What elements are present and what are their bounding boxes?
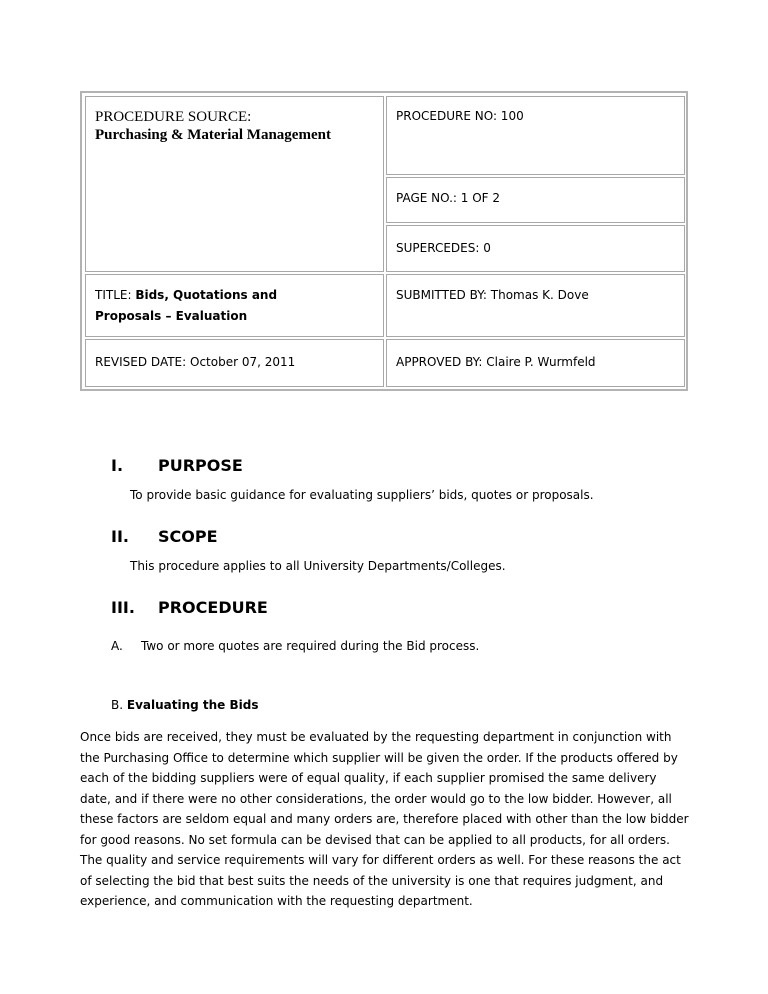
scope-text: This procedure applies to all University Departments/Colleges.	[130, 559, 506, 573]
approved-by-cell	[386, 339, 685, 387]
item-b-text: Once bids are received, they must be evaluated by the requesting department in conjunction with the Purchasing Office to determine which supplier will be given the order. If the products offered by each of the bidding suppliers were of equal quality, if each supplier promised the same delivery date, and if there were no other considerations, the order would go to the low bidder. However, all these factors are seldom equal and many orders are, therefore placed with other than the low bidder for good reasons. No set formula can be devised that can be applied to all products, for all orders. The quality and service requirements will vary for different orders as well. For these reasons the act of selecting the bid that best suits the needs of the university is one that requires judgment, and experience, and communication with the requesting department.	[80, 730, 689, 908]
page-number: PAGE NO.: 1 OF 2	[396, 191, 501, 205]
supercedes-cell	[386, 225, 685, 272]
procedure-number-cell	[386, 96, 685, 175]
procedure-header-table	[80, 91, 688, 391]
procedure-source-value: Purchasing & Material Management	[95, 127, 331, 143]
revised-date: REVISED DATE: October 07, 2011	[95, 355, 296, 369]
section-title: SCOPE	[158, 527, 218, 546]
purpose-text: To provide basic guidance for evaluating suppliers’ bids, quotes or proposals.	[130, 488, 594, 502]
section-number: I.	[111, 456, 124, 475]
item-a-letter: A.	[111, 639, 123, 653]
revised-date-cell	[85, 339, 384, 387]
item-b-title: Evaluating the Bids	[126, 698, 259, 712]
item-b-heading: B. Evaluating the Bids	[111, 698, 259, 712]
section-title: PURPOSE	[158, 456, 243, 475]
section-number: II.	[111, 527, 129, 546]
supercedes: SUPERCEDES: 0	[396, 241, 491, 255]
procedure-title: TITLE: Bids, Quotations and Proposals – Evaluation	[95, 288, 278, 323]
approved-by: APPROVED BY: Claire P. Wurmfeld	[396, 355, 596, 369]
title-cell	[85, 274, 384, 337]
procedure-title-value: Bids, Quotations and Proposals – Evaluation	[95, 288, 278, 323]
submitted-by-cell	[386, 274, 685, 337]
page-number-cell	[386, 177, 685, 223]
section-title: PROCEDURE	[158, 598, 268, 617]
section-number: III.	[111, 598, 135, 617]
item-a-text: Two or more quotes are required during the Bid process.	[141, 639, 480, 653]
submitted-by: SUBMITTED BY: Thomas K. Dove	[396, 288, 589, 302]
procedure-number: PROCEDURE NO: 100	[396, 109, 524, 123]
procedure-source-cell	[85, 96, 384, 272]
procedure-source-label: PROCEDURE SOURCE:	[95, 109, 252, 125]
